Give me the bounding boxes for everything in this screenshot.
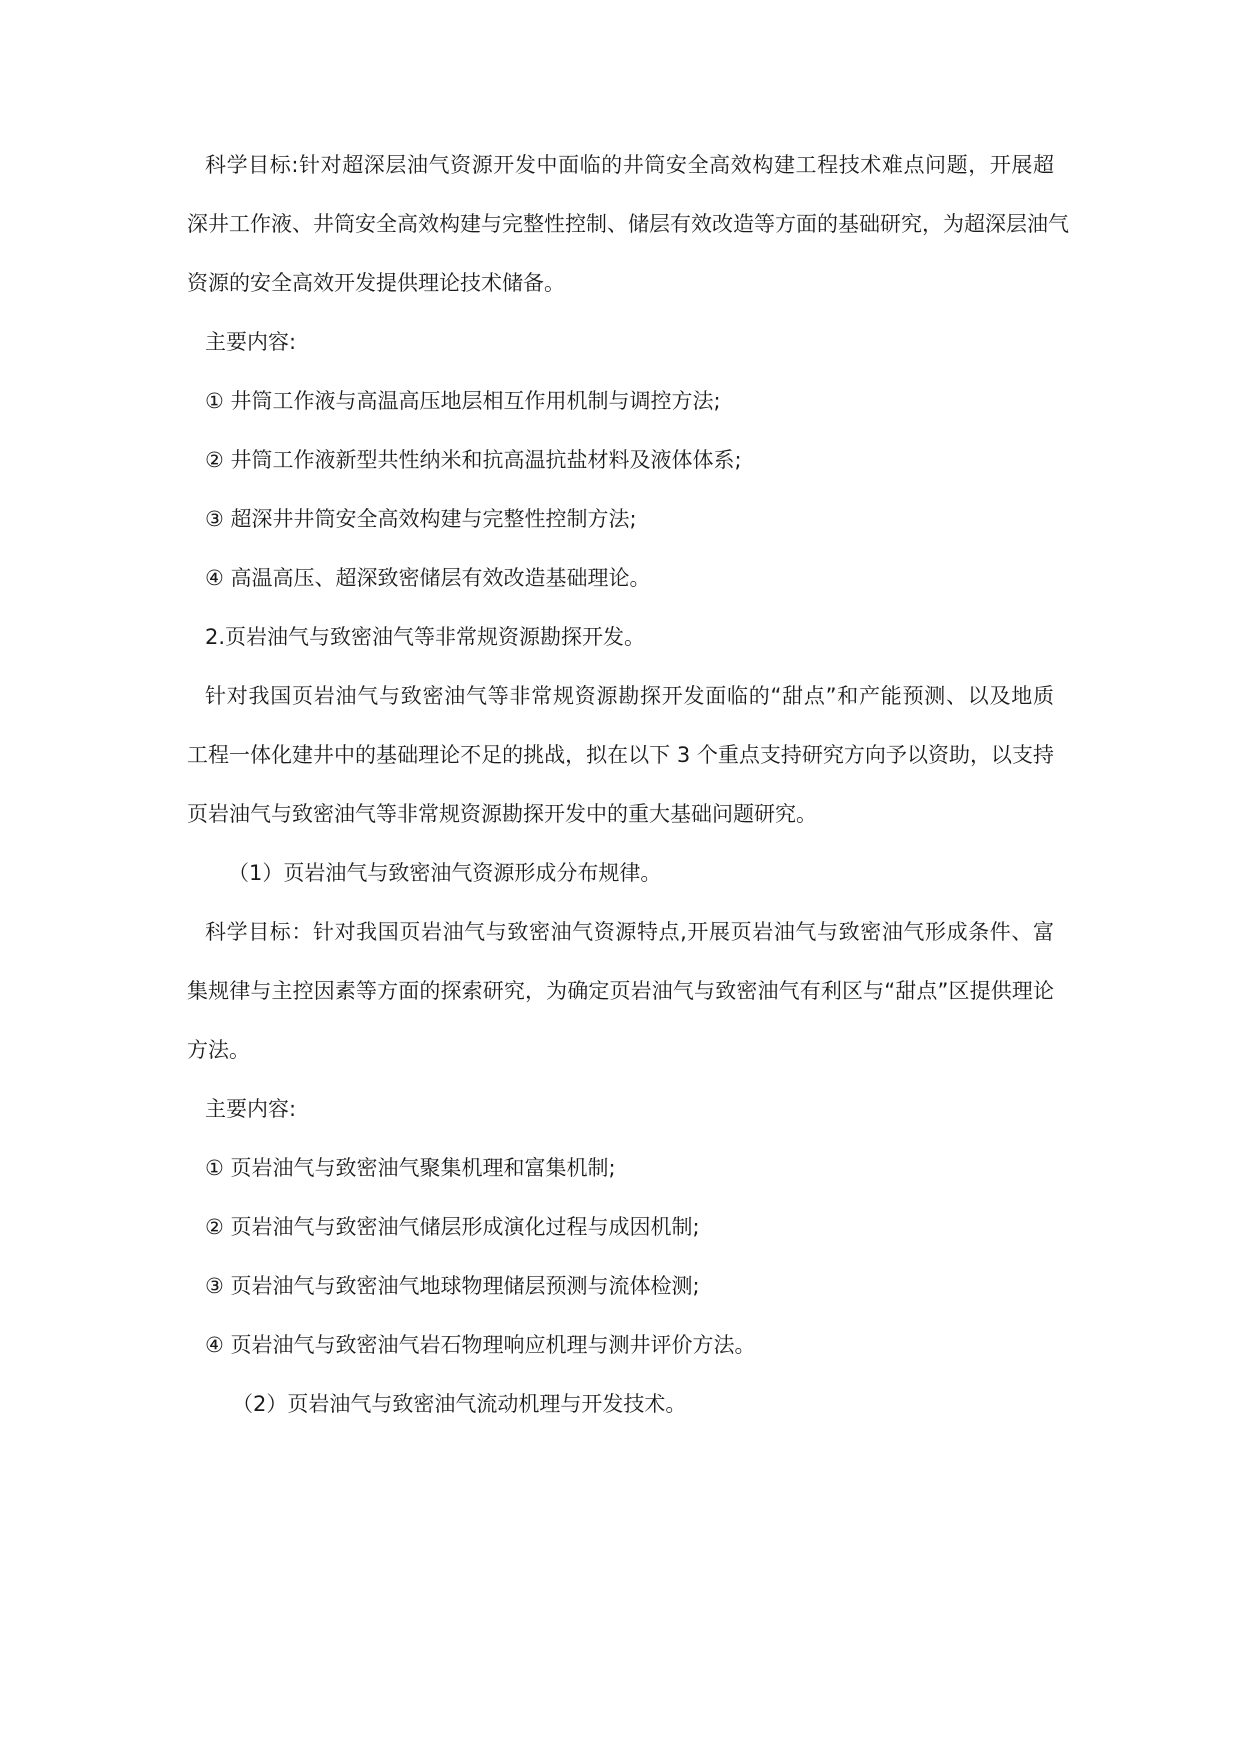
paragraph-line: 科学目标:针对超深层油气资源开发中面临的井筒安全高效构建工程技术难点问题，开展超 [205,153,1054,177]
list-item: ③ 页岩油气与致密油气地球物理储层预测与流体检测; [205,1274,700,1298]
list-item: ② 页岩油气与致密油气储层形成演化过程与成因机制; [205,1215,700,1239]
paragraph-line: 针对我国页岩油气与致密油气等非常规资源勘探开发面临的“甜点”和产能预测、以及地质 [205,684,1054,708]
paragraph-line: 页岩油气与致密油气等非常规资源勘探开发中的重大基础问题研究。 [187,802,817,826]
paragraph-line: 深井工作液、井筒安全高效构建与完整性控制、储层有效改造等方面的基础研究，为超深层油气 [187,212,1069,236]
subsection-heading: （2）页岩油气与致密油气流动机理与开发技术。 [232,1392,687,1416]
paragraph-line: 方法。 [187,1038,250,1062]
subsection-heading: （1）页岩油气与致密油气资源形成分布规律。 [228,861,662,885]
paragraph-line: 资源的安全高效开发提供理论技术储备。 [187,271,565,295]
list-item: ① 井筒工作液与高温高压地层相互作用机制与调控方法; [205,389,721,413]
list-item: ③ 超深井井筒安全高效构建与完整性控制方法; [205,507,637,531]
paragraph-line: 集规律与主控因素等方面的探索研究，为确定页岩油气与致密油气有利区与“甜点”区提供理论 [187,979,1054,1003]
paragraph-line: 科学目标：针对我国页岩油气与致密油气资源特点,开展页岩油气与致密油气形成条件、富 [205,920,1054,944]
section-heading: 主要内容: [205,330,297,354]
paragraph-line: 工程一体化建井中的基础理论不足的挑战，拟在以下 3 个重点支持研究方向予以资助，以支持 [187,743,1054,767]
list-item: ④ 页岩油气与致密油气岩石物理响应机理与测井评价方法。 [205,1333,756,1357]
list-item: ④ 高温高压、超深致密储层有效改造基础理论。 [205,566,651,590]
section-heading: 主要内容: [205,1097,297,1121]
list-item: ② 井筒工作液新型共性纳米和抗高温抗盐材料及液体体系; [205,448,742,472]
list-item: ① 页岩油气与致密油气聚集机理和富集机制; [205,1156,616,1180]
section-heading: 2.页岩油气与致密油气等非常规资源勘探开发。 [205,625,646,649]
